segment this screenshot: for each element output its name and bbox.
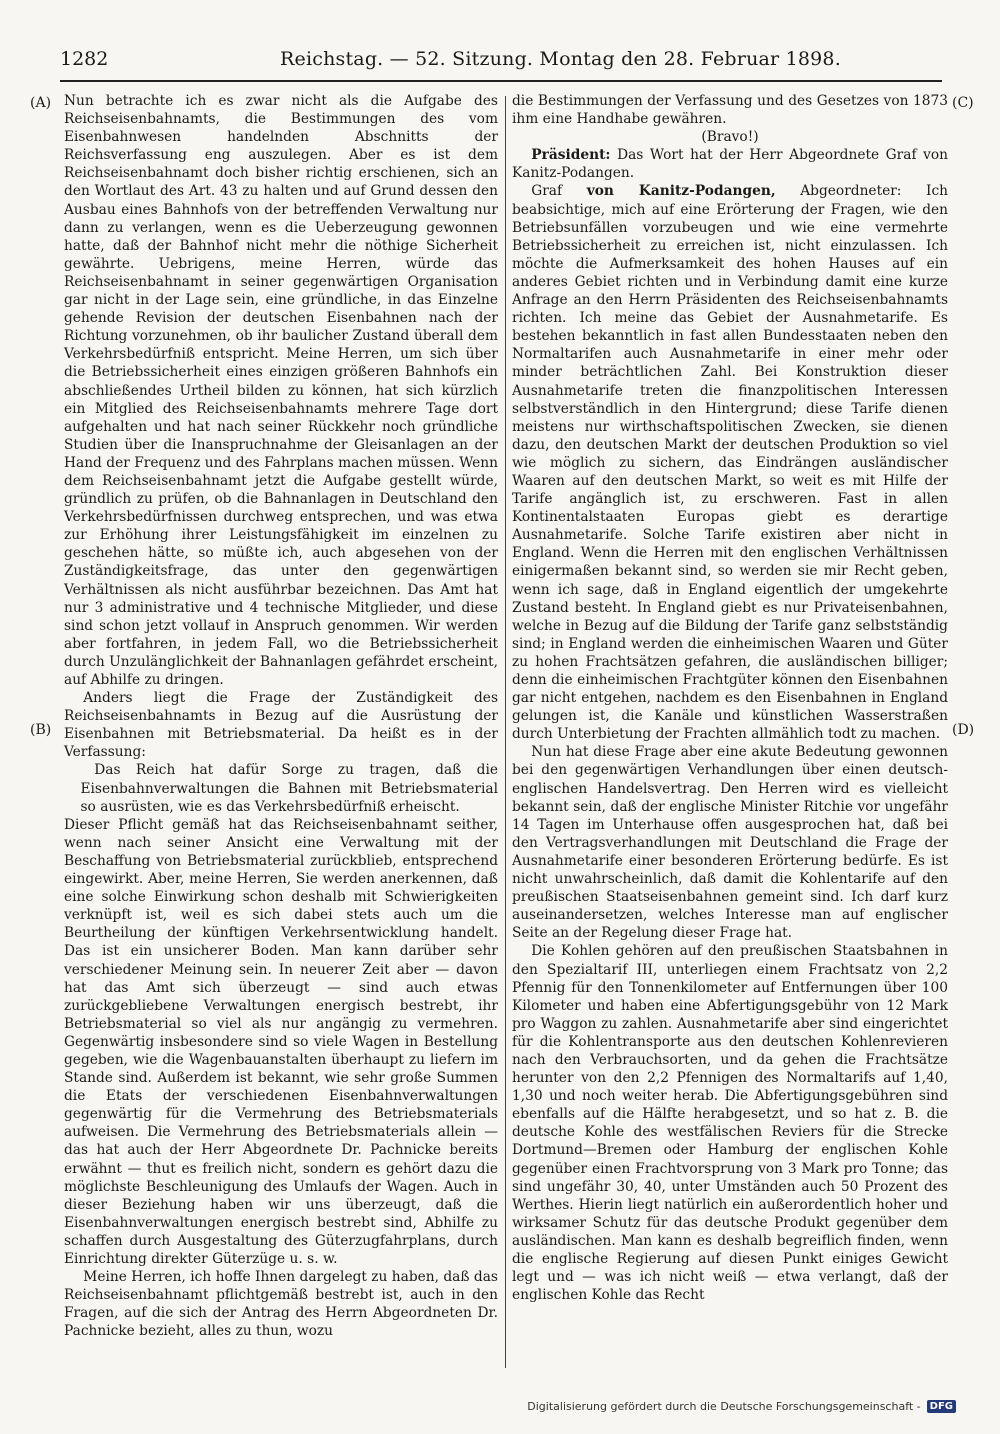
dfg-logo-icon: DFG bbox=[927, 1400, 956, 1413]
president-statement bbox=[512, 146, 948, 182]
margin-mark-c: (C) bbox=[952, 95, 974, 111]
left-column bbox=[64, 92, 498, 1340]
running-header bbox=[60, 42, 942, 82]
right-column bbox=[512, 92, 948, 1304]
right-paragraph-2: Nun hat diese Frage aber eine akute Bedeutung gewonnen bei den gegenwärtigen Verhandlungen über einen deutsch-englischen Handelsvertrag. Den Herren wird es vielleicht bekannt sein, daß der englische Minister Ritchie vor ungefähr 14 Tagen im Unterhause offen ausgesprochen hat, daß bei den Vertragsverhandlungen mit Deutschland die Frage der Ausnahmetarife einer besonderen Erörterung bedürfe. Es ist nicht unwahrscheinlich, daß damit die Kohlentarife auf den preußischen Staatseisenbahnen gemeint sind. Ich darf kurz auseinandersetzen, welches Interesse man auf englischer Seite an der Regelung dieser Frage hat. bbox=[512, 744, 948, 942]
constitution-quote: Das Reich hat dafür Sorge zu tragen, daß die Eisenbahnverwaltungen die Bahnen mit Betriebsmaterial so ausrüsten, wie es das Verkehrsbedürfniß erheischt. bbox=[80, 762, 498, 815]
digitization-footer bbox=[527, 1396, 956, 1416]
president-label: Präsident: bbox=[531, 147, 611, 164]
speaker-statement bbox=[512, 182, 948, 743]
speaker-name: von Kanitz-Podangen, bbox=[586, 183, 776, 200]
left-paragraph-3: Dieser Pflicht gemäß hat das Reichseisenbahnamt seither, wenn nach seiner Ansicht eine Verwaltung mit der Beschaffung von Betriebsmaterial zurückblieb, entsprechend eingewirkt. Aber, meine Herren, Sie werden anerkennen, daß eine solche Einwirkung schon deshalb mit Schwierigkeiten verknüpft ist, weil es sich dabei stets auch um die Beurtheilung der künftigen Verkehrsentwicklung handelt. Das ist ein unsicherer Boden. Man kann darüber sehr verschiedener Meinung sein. In neuerer Zeit aber — davon hat das Amt sich überzeugt — sind auch etwas zurückgebliebene Verwaltungen energisch bestrebt, ihr Betriebsmaterial so viel als nur angängig zu vermehren. Gegenwärtig insbesondere sind so viele Wagen in Bestellung gegeben, wie die Wagenbauanstalten überhaupt zu liefern im Stande sind. Außerdem ist bekannt, wie sehr große Summen die Etats der verschiedenen Eisenbahnverwaltungen gegenwärtig für die Vermehrung des Betriebsmaterials aufweisen. Die Vermehrung des Betriebsmaterials allein — das hat auch der Herr Abgeordnete Dr. Pachnicke bereits erwähnt — thut es freilich nicht, sondern es gehört dazu die möglichste Beschleunigung des Umlaufs der Wagen. Auch in dieser Beziehung haben wir uns überzeugt, daß die Eisenbahnverwaltungen energisch bestrebt sind, Abhilfe zu schaffen durch Ausgestaltung des Güterzugfahrplans, durch Einrichtung direkter Güterzüge u. s. w. bbox=[64, 816, 498, 1267]
page-number: 1282 bbox=[60, 48, 109, 70]
speaker-prefix: Graf bbox=[531, 183, 563, 200]
margin-mark-b: (B) bbox=[30, 722, 52, 738]
right-paragraph-3: Die Kohlen gehören auf den preußischen Staatsbahnen in den Spezialtarif III, unterliegen einem Frachtsatz von 2,2 Pfennig für den Tonnenkilometer auf Entfernungen über 100 Kilometer und haben eine Abfertigungsgebühr von 12 Mark pro Waggon zu zahlen. Ausnahmetarife aber sind eingerichtet für die Kohlentransporte aus den deutschen Kohlenrevieren nach den Verbrauchsorten, und da gehen die Frachtsätze herunter von den 2,2 Pfennigen des Normaltarifs auf 1,40, 1,30 und noch weiter herab. Die Abfertigungsgebühren sind ebenfalls auf die Hälfte herabgesetzt, und so hat z. B. die deutsche Kohle des westfälischen Reviers für die Strecke Dortmund—Bremen oder Hamburg der englischen Kohle gegenüber einen Frachtvorsprung von 3 Mark pro Tonne; das sind ungefähr 30, 40, unter Umständen auch 50 Prozent des Werthes. Hierin liegt natürlich ein außerordentlich hoher und wirksamer Schutz für das deutsche Produkt gegenüber dem ausländischen. Man kann es deshalb begreiflich finden, wenn die englische Regierung auf diesen Punkt einiges Gewicht legt und — was ich nicht weiß — etwa verlangt, daß der englischen Kohle das Recht bbox=[512, 943, 948, 1304]
bravo-interjection: (Bravo!) bbox=[701, 129, 759, 146]
footer-text: Digitalisierung gefördert durch die Deutsche Forschungsgemeinschaft - bbox=[527, 1399, 921, 1413]
margin-mark-a: (A) bbox=[30, 95, 52, 111]
left-paragraph-1: Nun betrachte ich es zwar nicht als die Aufgabe des Reichseisenbahnamts, die Bestimmungen des vom Eisenbahnwesen handelnden Abschnitts der Reichsverfassung eng auszulegen. Aber es ist dem Reichseisenbahnamt doch bisher richtig erschienen, sich an den Wortlaut des Art. 43 zu halten und auf Grund dessen den Ausbau eines Bahnhofs von der betreffenden Verwaltung nur dann zu verlangen, wenn es die Ueberzeugung gewonnen hatte, daß der Bahnhof nicht mehr die nöthige Sicherheit gewährte. Uebrigens, meine Herren, würde das Reichseisenbahnamt in seiner gegenwärtigen Organisation gar nicht in der Lage sein, eine gründliche, in das Einzelne gehende Revision der deutschen Eisenbahnen nach der Richtung vorzunehmen, ob ihr baulicher Zustand überall dem Verkehrsbedürfniß entspricht. Meine Herren, um sich über die Betriebssicherheit eines einzigen größeren Bahnhofs ein abschließendes Urtheil bilden zu können, hat sich kürzlich ein Mitglied des Reichseisenbahnamts mehrere Tage dort aufgehalten und hat nach seiner Rückkehr noch gründliche Studien über die Inanspruchnahme der Gleisanlagen an der Hand der Frequenz und des Fahrplans machen müssen. Wenn dem Reichseisenbahnamt jetzt die Aufgabe gestellt würde, gründlich zu prüfen, ob die Bahnanlagen in Deutschland den Verkehrsbedürfnissen durchweg entsprechen, und was etwa zur Erhöhung ihrer Leistungsfähigkeit im einzelnen zu geschehen hätte, so müßte ich, auch abgesehen von der Zuständigkeitsfrage, das unter den gegenwärtigen Verhältnissen als nicht ausführbar bezeichnen. Das Amt hat nur 3 administrative und 4 technische Mitglieder, und diese sind schon jetzt vollauf in Anspruch genommen. Wir werden aber fortfahren, in jedem Fall, wo die Betriebssicherheit durch Unzulänglichkeit der Bahnanlagen gefährdet erscheint, auf Abhilfe zu dringen. bbox=[64, 93, 498, 688]
right-paragraph-1: die Bestimmungen der Verfassung und des Gesetzes von 1873 ihm eine Handhabe gewähren. bbox=[512, 93, 948, 128]
column-divider bbox=[505, 96, 506, 1368]
running-title: Reichstag. — 52. Sitzung. Montag den 28. Februar 1898. bbox=[280, 48, 841, 70]
president-text: Das Wort hat der Herr Abgeordnete Graf von Kanitz-Podangen. bbox=[512, 147, 948, 182]
left-paragraph-4: Meine Herren, ich hoffe Ihnen dargelegt zu haben, daß das Reichseisenbahnamt pflichtgemäß bestrebt ist, auch in den Fragen, auf die sich der Antrag des Herrn Abgeordneten Dr. Pachnicke bezieht, alles zu thun, wozu bbox=[64, 1269, 498, 1340]
left-paragraph-2: Anders liegt die Frage der Zuständigkeit des Reichseisenbahnamts in Bezug auf die Ausrüstung der Eisenbahnen mit Betriebsmaterial. Da heißt es in der Verfassung: bbox=[64, 690, 498, 761]
margin-mark-d: (D) bbox=[952, 722, 975, 738]
speaker-text: Abgeordneter: Ich beabsichtige, mich auf eine Erörterung der Fragen, wie den Betriebsunfällen vorzubeugen und wie eine vermehrte Betriebssicherheit zu erreichen ist, nicht einzulassen. Ich möchte die Aufmerksamkeit des hohen Hauses auf ein anderes Gebiet richten und in Verbindung damit eine kurze Anfrage an den Herrn Präsidenten des Reichseisenbahnamts richten. Ich meine das Gebiet der Ausnahmetarife. Es bestehen bekanntlich in fast allen Bundesstaaten neben den Normaltarifen auch Ausnahmetarife in einer mehr oder minder beträchtlichen Zahl. Bei Konstruktion dieser Ausnahmetarife treten die finanzpolitischen Interessen selbstverständlich in den Hintergrund; diese Tarife dienen meistens nur wirthschaftspolitischen Zwecken, sie dienen dazu, den deutschen Markt der deutschen Produktion so viel wie möglich zu sichern, das Eindrängen ausländischer Waaren auf den deutschen Markt, so weit es mit Hilfe der Tarife angänglich ist, zu erschweren. Fast in allen Kontinentalstaaten Europas giebt es derartige Ausnahmetarife. Solche Tarife existiren aber nicht in England. Wenn die Herren mit den englischen Verhältnissen einigermaßen bekannt sind, so werden sie mir Recht geben, wenn ich sage, daß in England eigentlich der umgekehrte Zustand besteht. In England giebt es nur Privateisenbahnen, welche in Bezug auf die Bildung der Tarife ganz selbstständig sind; in England werden die einheimischen Waaren und Güter zu hohen Frachtsätzen gefahren, die ausländischen billiger; denn die einheimischen Frachtgüter können den Eisenbahnen gar nicht entgehen, nachdem es den Eisenbahnen in England gelungen ist, die Kanäle und künstlichen Wasserstraßen durch Unterbietung der Frachten allmählich todt zu machen. bbox=[512, 183, 949, 743]
